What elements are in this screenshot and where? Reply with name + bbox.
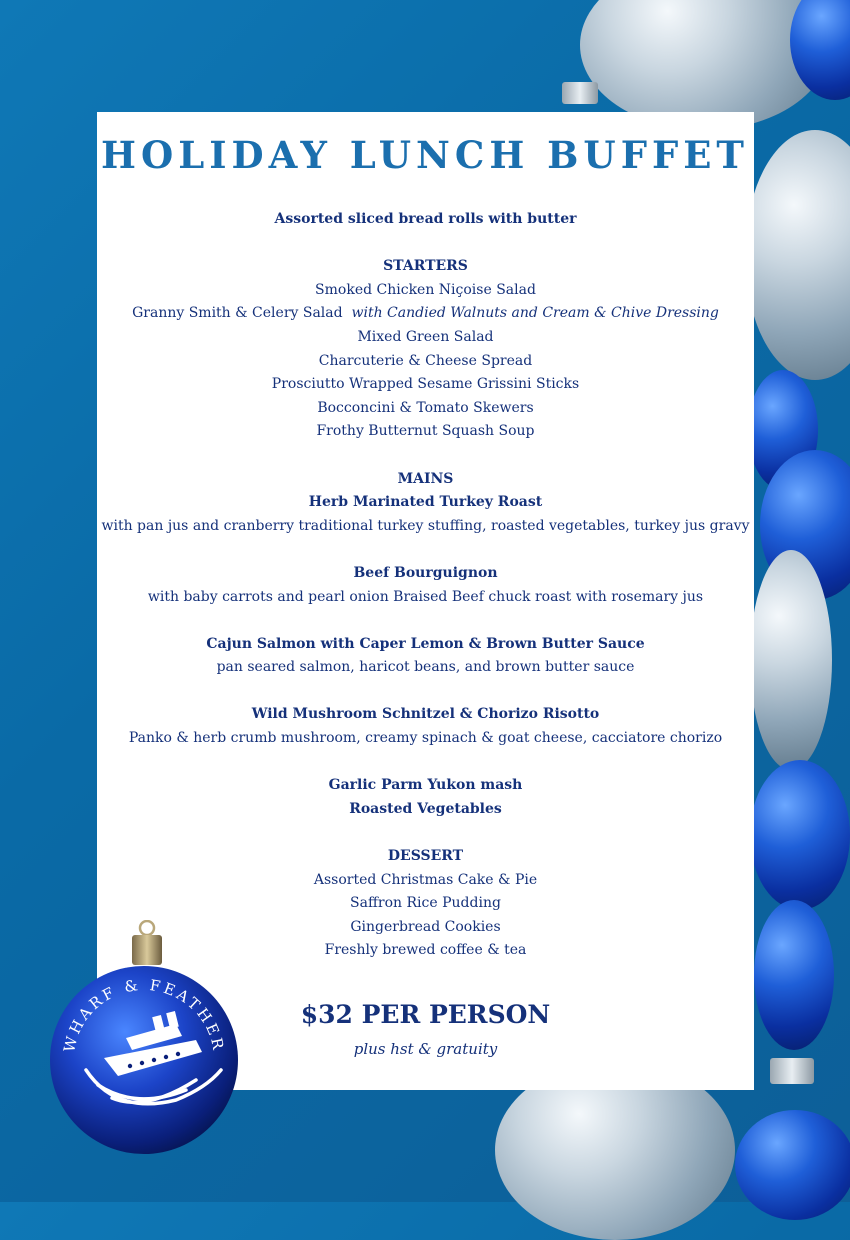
side-dish: Garlic Parm Yukon mash: [328, 777, 523, 794]
wharf-feather-logo: [46, 920, 242, 1156]
starter-item: Prosciutto Wrapped Sesame Grissini Sticks: [271, 376, 580, 393]
page-title: HOLIDAY LUNCH BUFFET: [101, 133, 749, 177]
main-dish-desc: Panko & herb crumb mushroom, creamy spinach & goat cheese, cacciatore chorizo: [128, 730, 723, 747]
starter-item: Smoked Chicken Niçoise Salad: [315, 281, 536, 298]
mains-heading: MAINS: [397, 470, 454, 487]
ornament-cap-icon: [562, 82, 598, 104]
ornament-cap-icon: [770, 1058, 814, 1084]
main-dish-desc: pan seared salmon, haricot beans, and brown butter sauce: [216, 659, 635, 676]
dessert-item: Saffron Rice Pudding: [350, 895, 501, 912]
starter-item: Granny Smith & Celery Salad with Candied Walnuts and Cream & Chive Dressing: [132, 305, 719, 322]
dessert-item: Gingerbread Cookies: [350, 918, 501, 935]
dessert-heading: DESSERT: [387, 848, 464, 865]
starter-item-note: with Candied Walnuts and Cream & Chive Dressing: [351, 305, 719, 322]
starters-heading: STARTERS: [383, 258, 468, 275]
price-note: plus hst & gratuity: [353, 1040, 498, 1058]
menu-body: [97, 208, 754, 963]
main-dish-name: Herb Marinated Turkey Roast: [308, 494, 543, 511]
logo-text: WHARF & FEATHER: [60, 975, 228, 1054]
intro-line: Assorted sliced bread rolls with butter: [274, 211, 577, 227]
blue-ornament-icon: [754, 900, 834, 1050]
dessert-item: Freshly brewed coffee & tea: [324, 942, 527, 959]
starter-item: Frothy Butternut Squash Soup: [316, 423, 535, 440]
starter-item: Bocconcini & Tomato Skewers: [317, 399, 534, 416]
starter-item: Charcuterie & Cheese Spread: [318, 352, 533, 369]
blue-ornament-icon: [750, 760, 850, 910]
dessert-item: Assorted Christmas Cake & Pie: [313, 871, 538, 888]
side-dish: Roasted Vegetables: [349, 800, 502, 817]
starter-item: Mixed Green Salad: [357, 328, 494, 345]
silver-ornament-icon: [750, 550, 832, 770]
blue-ornament-icon: [735, 1110, 850, 1220]
main-dish-name: Beef Bourguignon: [353, 564, 498, 581]
main-dish-desc: with pan jus and cranberry traditional turkey stuffing, roasted vegetables, turkey jus gravy: [101, 517, 750, 534]
price: $32 PER PERSON: [300, 1000, 551, 1029]
main-dish-name: Wild Mushroom Schnitzel & Chorizo Risotto: [251, 706, 600, 723]
main-dish-desc: with baby carrots and pearl onion Braised Beef chuck roast with rosemary jus: [147, 588, 704, 605]
main-dish-name: Cajun Salmon with Caper Lemon & Brown Butter Sauce: [206, 635, 645, 652]
